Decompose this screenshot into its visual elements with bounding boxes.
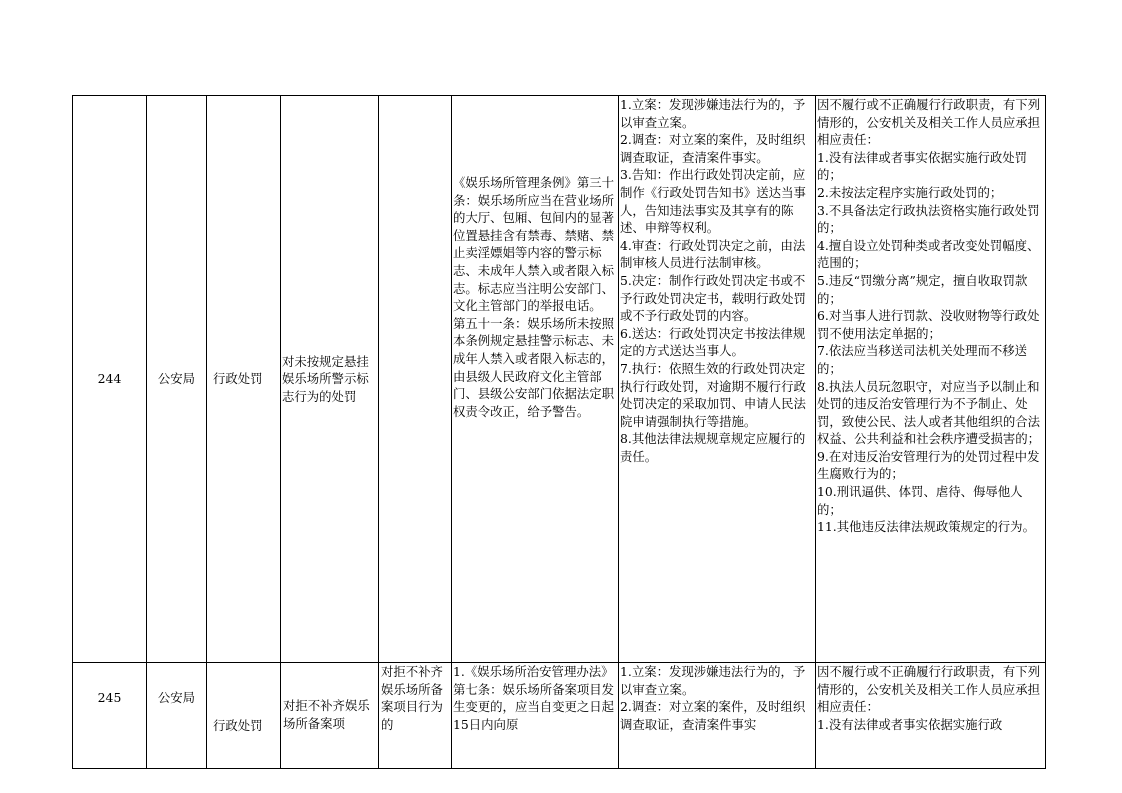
legal-basis-paragraph: 《娱乐场所管理条例》第三十条：娱乐场所应当在营业场所的大厅、包厢、包间内的显著位置悬挂含有禁毒、禁赌、禁止卖淫嫖娼等内容的警示标志、未成年人禁入或者限入标志。标志应当注明公安部门、文化主管部门的举报电话。: [453, 175, 615, 314]
process-step: 4.审查：行政处罚决定之前，由法制审核人员进行法制审核。: [620, 237, 806, 271]
legal-basis-paragraph: 1.《娱乐场所治安管理办法》第七条：娱乐场所备案项目发生变更的，应当自变更之日起15日内向原: [453, 664, 615, 732]
subitem-cell: 对拒不补齐娱乐场所备案项目行为的: [379, 663, 452, 769]
liability-intro: 因不履行或不正确履行行政职责，有下列情形的，公安机关及相关工作人员应承担相应责任：: [817, 97, 1041, 148]
liability-item: 4.擅自设立处罚种类或者改变处罚幅度、范围的；: [817, 237, 1040, 271]
category-label: 行政处罚: [213, 718, 263, 733]
process-step: 1.立案：发现涉嫌违法行为的，予以审查立案。: [620, 664, 806, 697]
row-number: 245: [73, 663, 147, 769]
subitem-cell: [379, 96, 452, 663]
liability-item: 3.不具备法定行政执法资格实施行政处罚的；: [817, 202, 1040, 236]
process-step: 8.其他法律法规规章规定应履行的责任。: [620, 431, 806, 464]
liability-item: 1.没有法律或者事实依据实施行政处罚的；: [817, 149, 1028, 183]
process-cell: [619, 96, 816, 663]
liability-item: 2.未按法定程序实施行政处罚的；: [817, 184, 1003, 200]
liability-item: 6.对当事人进行罚款、没收财物等行政处罚不使用法定单据的；: [817, 308, 1040, 341]
liability-cell: [816, 96, 1046, 663]
department-cell: 公安局: [147, 663, 207, 769]
document-sheet: [72, 95, 1045, 733]
process-step: 5.决定：制作行政处罚决定书或不予行政处罚决定书，载明行政处罚或不予行政处罚的内容。: [620, 272, 806, 324]
liability-item: 5.违反“罚缴分离”规定，擅自收取罚款的；: [817, 272, 1028, 306]
process-cell: [619, 663, 816, 769]
table-row: [73, 663, 1046, 769]
liability-item: 7.依法应当移送司法机关处理而不移送的；: [817, 343, 1028, 376]
item-name-cell: 对拒不补齐娱乐场所备案项: [281, 663, 379, 769]
process-step: 7.执行：依照生效的行政处罚决定执行行政处罚，对逾期不履行行政处罚决定的采取加罚、申请人民法院申请强制执行等措施。: [620, 360, 806, 429]
category-cell: 行政处罚: [207, 96, 281, 663]
item-name-cell: 对未按规定悬挂娱乐场所警示标志行为的处罚: [281, 96, 379, 663]
liability-item: 10.刑讯逼供、体罚、虐待、侮辱他人的；: [817, 484, 1023, 517]
process-step: 2.调查：对立案的案件，及时组织调查取证，查清案件事实: [620, 699, 806, 732]
liability-item: 8.执法人员玩忽职守，对应当予以制止和处罚的违反治安管理行为不予制止、处罚，致使公民、法人或者其他组织的合法权益、公共利益和社会秩序遭受损害的；: [817, 378, 1041, 447]
department-cell: 公安局: [147, 96, 207, 663]
liability-cell: [816, 663, 1046, 769]
liability-item: 11.其他违反法律法规政策规定的行为。: [817, 519, 1035, 535]
process-step: 3.告知：作出行政处罚决定前，应制作《行政处罚告知书》送达当事人，告知违法事实及其享有的陈述、申辩等权利。: [620, 167, 806, 236]
category-cell: [207, 663, 281, 769]
liability-item: 9.在对违反治安管理行为的处罚过程中发生腐败行为的；: [817, 448, 1040, 482]
table-row: [73, 96, 1046, 663]
liability-item: 1.没有法律或者事实依据实施行政: [817, 716, 1003, 732]
process-step: 2.调查：对立案的案件，及时组织调查取证，查清案件事实。: [620, 132, 806, 165]
process-step: 1.立案：发现涉嫌违法行为的，予以审查立案。: [620, 97, 806, 130]
row-number: 244: [73, 96, 147, 663]
accountability-table: [72, 95, 1046, 769]
liability-intro: 因不履行或不正确履行行政职责，有下列情形的，公安机关及相关工作人员应承担相应责任：: [817, 664, 1041, 715]
legal-basis-paragraph: 第五十一条：娱乐场所未按照本条例规定悬挂警示标志、未成年人禁入或者限入标志的，由县级人民政府文化主管部门、县级公安部门依据法定职权责令改正，给予警告。: [453, 315, 615, 419]
legal-basis-cell: [452, 663, 619, 769]
legal-basis-cell: [452, 96, 619, 663]
process-step: 6.送达：行政处罚决定书按法律规定的方式送达当事人。: [620, 325, 806, 359]
